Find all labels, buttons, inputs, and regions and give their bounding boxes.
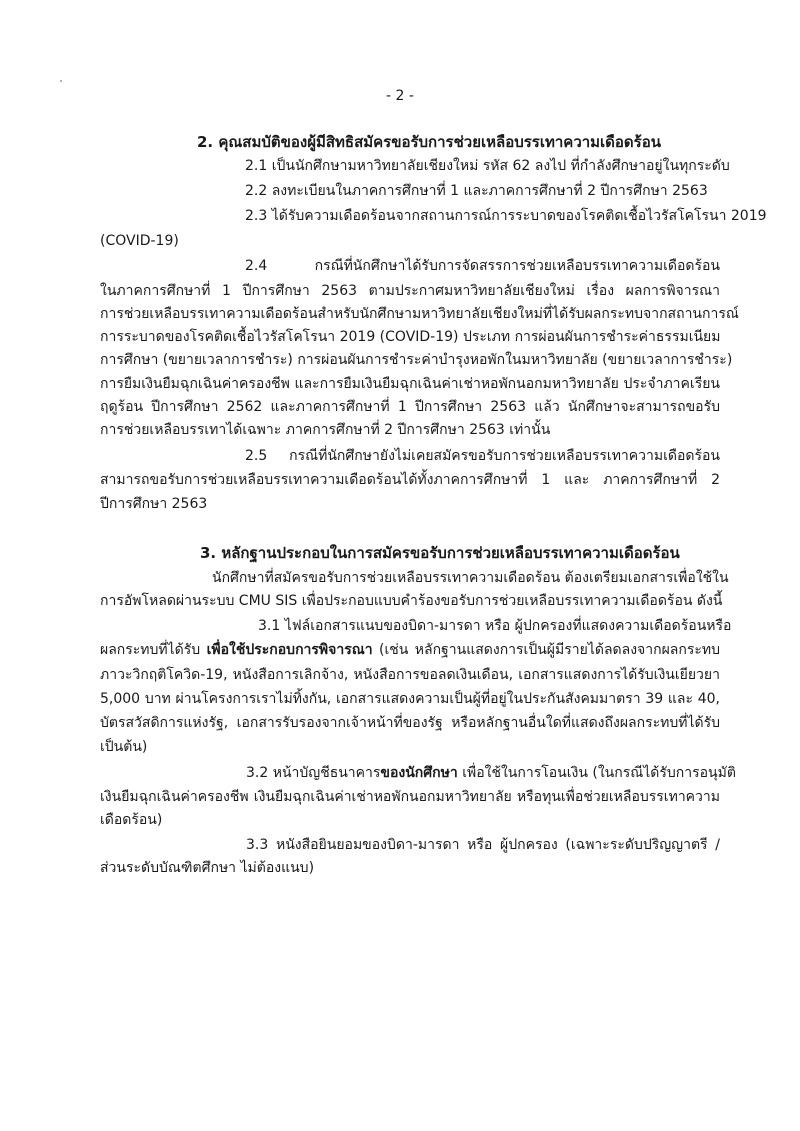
item-3-3-line: 3.3 หนังสือยินยอมของบิดา-มารดา หรือ ผู้ปกครอง (เฉพาะระดับปริญญาตรี / xyxy=(246,837,720,853)
emphasis-text: เพื่อใช้ประกอบการพิจารณา xyxy=(206,642,373,658)
page-number: - 2 - xyxy=(386,88,414,104)
section-3-intro-line: นักศึกษาที่สมัครขอรับการช่วยเหลือบรรเทาความเดือดร้อน ต้องเตรียมเอกสารเพื่อใช้ใน xyxy=(212,570,729,586)
item-2-5-line: สามารถขอรับการช่วยเหลือบรรเทาความเดือดร้อนได้ทั้งภาคการศึกษาที่ 1 และ ภาคการศึกษาที่ 2 xyxy=(100,472,720,488)
item-2-2: 2.2 ลงทะเบียนในภาคการศึกษาที่ 1 และภาคการศึกษาที่ 2 ปีการศึกษา 2563 xyxy=(245,183,708,199)
item-2-3: 2.3 ได้รับความเดือดร้อนจากสถานการณ์การระบาดของโรคติดเชื้อไวรัสโคโรนา 2019 xyxy=(245,208,767,224)
item-2-4-line: 2.4 กรณีที่นักศึกษาได้รับการจัดสรรการช่วยเหลือบรรเทาความเดือดร้อน xyxy=(245,258,720,274)
item-2-4-line: การศึกษา (ขยายเวลาการชำระ) การผ่อนผันการชำระค่าบำรุงหอพักในมหาวิทยาลัย (ขยายเวลาการชำระ) xyxy=(100,352,733,368)
item-3-2-line: เดือดร้อน) xyxy=(100,812,163,828)
item-3-2-line: 3.2 หน้าบัญชีธนาคารของนักศึกษา เพื่อใช้ในการโอนเงิน (ในกรณีได้รับการอนุมัติ xyxy=(246,765,736,781)
item-3-1-line: 3.1 ไฟล์เอกสารแนบของบิดา-มารดา หรือ ผู้ปกครองที่แสดงความเดือดร้อนหรือ xyxy=(258,618,732,634)
item-2-4-line: การระบาดของโรคติดเชื้อไวรัสโคโรนา 2019 (COVID-19) ประเภท การผ่อนผันการชำระค่าธรรมเนียม xyxy=(100,329,721,345)
emphasis-text: ของนักศึกษา xyxy=(380,765,458,781)
item-2-4-line: การช่วยเหลือบรรเทาความเดือดร้อนสำหรับนักศึกษามหาวิทยาลัยเชียงใหม่ที่ได้รับผลกระทบจากสถานการณ์ xyxy=(100,306,739,322)
section-3-heading: 3. หลักฐานประกอบในการสมัครขอรับการช่วยเหลือบรรเทาความเดือดร้อน xyxy=(200,544,680,562)
item-3-1-line: ภาวะวิกฤติโควิด-19, หนังสือการเลิกจ้าง, หนังสือการขอลดเงินเดือน, เอกสารแสดงการได้รับเงินเยียวยา xyxy=(100,667,720,683)
item-2-4-line: ฤดูร้อน ปีการศึกษา 2562 และภาคการศึกษาที่ 1 ปีการศึกษา 2563 แล้ว นักศึกษาจะสามารถขอรับ xyxy=(100,399,720,415)
item-3-1-line: 5,000 บาท ผ่านโครงการเราไม่ทิ้งกัน, เอกสารแสดงความเป็นผู้ที่อยู่ในประกันสังคมมาตรา 39 และ 40, xyxy=(100,691,720,707)
scan-speck xyxy=(60,80,62,82)
item-3-1-line: เป็นต้น) xyxy=(100,739,148,755)
item-2-4-line: ในภาคการศึกษาที่ 1 ปีการศึกษา 2563 ตามประกาศมหาวิทยาลัยเชียงใหม่ เรื่อง ผลการพิจารณา xyxy=(100,283,720,299)
item-3-1-line: ผลกระทบที่ได้รับ เพื่อใช้ประกอบการพิจารณา (เช่น หลักฐานแสดงการเป็นผู้มีรายได้ลดลงจากผลกระทบ xyxy=(100,642,720,658)
item-3-2-line: เงินยืมฉุกเฉินค่าครองชีพ เงินยืมฉุกเฉินค่าเช่าหอพักนอกมหาวิทยาลัย หรือทุนเพื่อช่วยเหลือบรรเทาความ xyxy=(100,789,720,805)
item-2-1: 2.1 เป็นนักศึกษามหาวิทยาลัยเชียงใหม่ รหัส 62 ลงไป ที่กำลังศึกษาอยู่ในทุกระดับ xyxy=(245,158,730,174)
item-2-3-cont: (COVID-19) xyxy=(100,233,179,249)
item-2-4-line: การช่วยเหลือบรรเทาได้เฉพาะ ภาคการศึกษาที่ 2 ปีการศึกษา 2563 เท่านั้น xyxy=(100,422,551,438)
item-2-5-line: 2.5 กรณีที่นักศึกษายังไม่เคยสมัครขอรับการช่วยเหลือบรรเทาความเดือดร้อน xyxy=(245,448,720,464)
item-3-3-line: ส่วนระดับบัณฑิตศึกษา ไม่ต้องแนบ) xyxy=(100,860,315,876)
item-2-4-line: การยืมเงินยืมฉุกเฉินค่าครองชีพ และการยืมเงินยืมฉุกเฉินค่าเช่าหอพักนอกมหาวิทยาลัย ประจำภาคเรียน xyxy=(100,376,720,392)
section-3-intro-line: การอัพโหลดผ่านระบบ CMU SIS เพื่อประกอบแบบคำร้องขอรับการช่วยเหลือบรรเทาความเดือดร้อน ดังนี้ xyxy=(100,593,723,609)
item-2-5-line: ปีการศึกษา 2563 xyxy=(100,496,208,512)
item-3-1-line: บัตรสวัสดิการแห่งรัฐ, เอกสารรับรองจากเจ้าหน้าที่ของรัฐ หรือหลักฐานอื่นใดที่แสดงถึงผลกระทบที่ได้รับ xyxy=(100,715,720,731)
section-2-heading: 2. คุณสมบัติของผู้มีสิทธิสมัครขอรับการช่วยเหลือบรรเทาความเดือดร้อน xyxy=(197,133,661,151)
